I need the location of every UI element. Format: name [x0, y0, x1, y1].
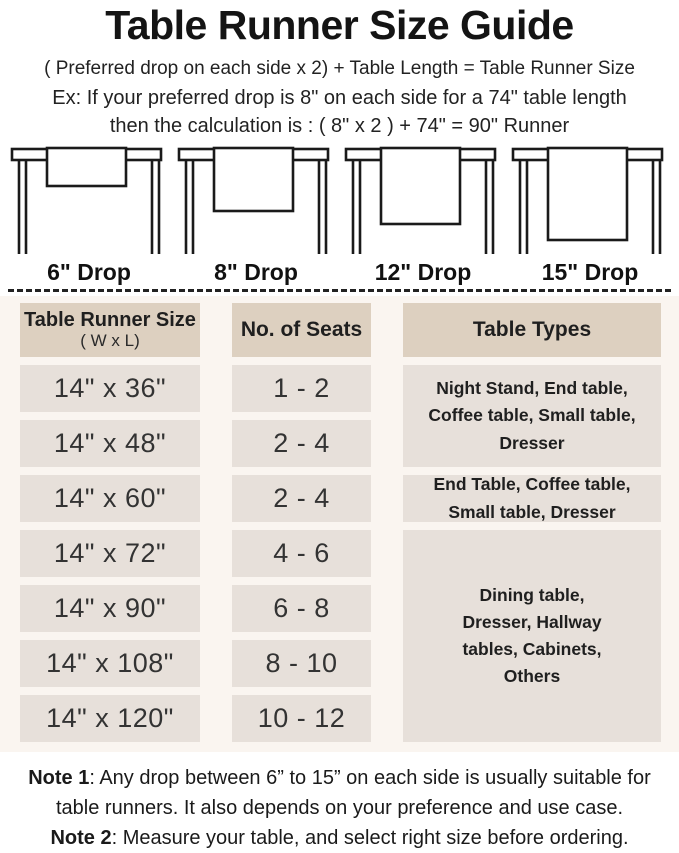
table-row-seats: 2 - 4: [232, 420, 371, 467]
drop-label: 8" Drop: [214, 259, 298, 285]
table-row-seats: 6 - 8: [232, 585, 371, 632]
table-row-size: 14" x 90": [20, 585, 200, 632]
table-types-group-medium: End Table, Coffee table, Small table, Dresser: [403, 475, 661, 522]
drop-diagrams: [0, 146, 679, 286]
header-title: Table Runner Size: [24, 308, 196, 331]
size-table: [20, 303, 679, 742]
dashed-divider: [8, 289, 671, 292]
table-runner-illustration-icon: [343, 146, 503, 258]
table-runner-illustration-icon: [176, 146, 336, 258]
note-2: Note 2: Measure your table, and select right size before ordering.: [50, 827, 629, 849]
table-types-group-small: Night Stand, End table, Coffee table, Small table, Dresser: [403, 365, 661, 467]
column-header-table-types: Table Types: [403, 303, 661, 357]
table-diagram-6-drop: [9, 146, 169, 286]
column-header-seats: No. of Seats: [232, 303, 371, 357]
note-1: Note 1: Any drop between 6” to 15” on each side is usually suitable for table runners. It also depends on your preference and use case.: [28, 767, 651, 819]
table-types-group-large: Dining table, Dresser, Hallway tables, Cabinets, Others: [403, 530, 661, 742]
column-header-runner-size: [20, 303, 200, 357]
formula-text: ( Preferred drop on each side x 2) + Table Length = Table Runner Size: [44, 58, 635, 79]
footnotes: [0, 763, 679, 853]
table-diagram-15-drop: [510, 146, 670, 286]
drop-label: 12" Drop: [374, 259, 472, 285]
table-diagram-12-drop: [343, 146, 503, 286]
table-row-size: 14" x 108": [20, 640, 200, 687]
example-line-2: then the calculation is : ( 8" x 2 ) + 74" = 90" Runner: [109, 115, 570, 137]
table-row-size: 14" x 36": [20, 365, 200, 412]
drop-label: 15" Drop: [541, 259, 639, 285]
header-subtitle: ( W x L): [80, 330, 140, 350]
table-row-seats: 4 - 6: [232, 530, 371, 577]
table-row-seats: 8 - 10: [232, 640, 371, 687]
table-runner-illustration-icon: [510, 146, 670, 258]
table-row-size: 14" x 60": [20, 475, 200, 522]
size-table-section: [0, 296, 679, 752]
table-row-seats: 2 - 4: [232, 475, 371, 522]
table-runner-illustration-icon: [9, 146, 169, 258]
table-row-size: 14" x 48": [20, 420, 200, 467]
table-row-size: 14" x 120": [20, 695, 200, 742]
table-row-seats: 10 - 12: [232, 695, 371, 742]
table-diagram-8-drop: [176, 146, 336, 286]
drop-label: 6" Drop: [47, 259, 131, 285]
table-row-seats: 1 - 2: [232, 365, 371, 412]
table-row-size: 14" x 72": [20, 530, 200, 577]
page-title: Table Runner Size Guide: [105, 2, 574, 48]
example-line-1: Ex: If your preferred drop is 8" on each side for a 74" table length: [52, 87, 627, 109]
